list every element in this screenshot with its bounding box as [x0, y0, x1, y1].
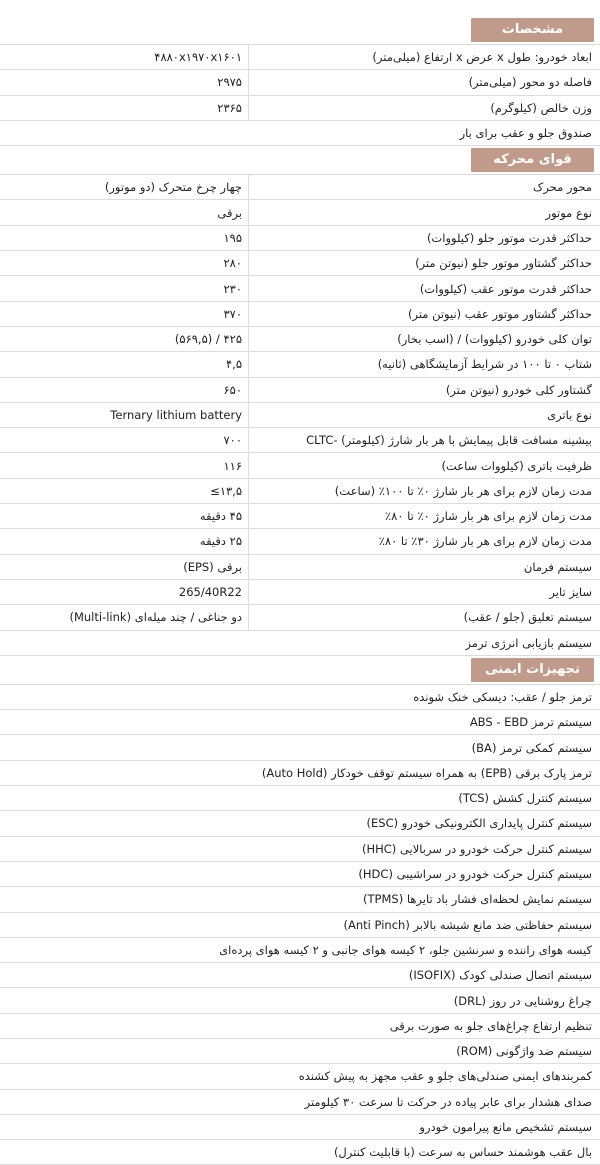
section-title: قوای محرکه — [471, 148, 594, 172]
spec-row — [0, 963, 600, 988]
spec-row — [0, 837, 600, 862]
spec-row — [0, 1039, 600, 1064]
spec-label: بیشینه مسافت قابل پیمایش با هر بار شارژ (کیلومتر) -CLTC — [248, 428, 600, 452]
section-header — [0, 146, 600, 175]
spec-label: وزن خالص (کیلوگرم) — [248, 96, 600, 120]
spec-label: سیستم کنترل حرکت خودرو در سربالایی (HHC) — [361, 841, 592, 856]
spec-row — [0, 327, 600, 352]
spec-label: مدت زمان لازم برای هر بار شارژ ۰٪ تا ۸۰٪ — [248, 504, 600, 528]
spec-label: سیستم ضد واژگونی (ROM) — [456, 1044, 592, 1059]
spec-row — [0, 200, 600, 225]
spec-row — [0, 479, 600, 504]
spec-label: صدای هشدار برای عابر پیاده در حرکت تا سرعت ۳۰ کیلومتر — [304, 1094, 592, 1109]
spec-row — [0, 685, 600, 710]
spec-row — [0, 251, 600, 276]
spec-row — [0, 555, 600, 580]
spec-row — [0, 1090, 600, 1115]
spec-row — [0, 453, 600, 478]
spec-label: تنظیم ارتفاع چراغ‌های جلو به صورت برقی — [389, 1018, 592, 1033]
spec-value: ۴۲۵ / (۵۶۹,۵) — [174, 332, 242, 347]
spec-label: حداکثر گشتاور موتور جلو (نیوتن متر) — [248, 251, 600, 275]
spec-row — [0, 121, 600, 146]
spec-label: فاصله دو محور (میلی‌متر) — [248, 70, 600, 94]
spec-label: سیستم کنترل کشش (TCS) — [458, 791, 592, 806]
spec-row — [0, 403, 600, 428]
spec-value: برقی — [217, 205, 242, 220]
spec-value: ۲۹۷۵ — [217, 75, 242, 90]
spec-label: ظرفیت باتری (کیلووات ساعت) — [248, 453, 600, 477]
spec-value: ۲۵ دقیقه — [199, 534, 242, 549]
spec-label: سیستم نمایش لحظه‌ای فشار باد تایرها (TPMS) — [363, 892, 592, 907]
spec-label: حداکثر قدرت موتور جلو (کیلووات) — [248, 226, 600, 250]
spec-row — [0, 580, 600, 605]
spec-value: ۳۷۰ — [223, 306, 242, 321]
spec-label: محور محرک — [248, 175, 600, 199]
spec-label: ترمز پارک برقی (EPB) به همراه سیستم توقف خودکار (Auto Hold) — [261, 765, 592, 780]
spec-row — [0, 1140, 600, 1165]
spec-label: مدت زمان لازم برای هر بار شارژ ۳۰٪ تا ۸۰٪ — [248, 529, 600, 553]
spec-row — [0, 504, 600, 529]
spec-value: برقی (EPS) — [183, 559, 242, 574]
spec-row — [0, 276, 600, 301]
spec-value: ۲۳۶۵ — [217, 100, 242, 115]
spec-label: حداکثر گشتاور موتور عقب (نیوتن متر) — [248, 302, 600, 326]
spec-row — [0, 175, 600, 200]
spec-value: ۱۹۵ — [223, 230, 242, 245]
spec-row — [0, 302, 600, 327]
section-title: تجهیزات ایمنی — [471, 658, 594, 682]
spec-row — [0, 605, 600, 630]
spec-row — [0, 988, 600, 1013]
spec-label: صندوق جلو و عقب برای بار — [459, 126, 592, 141]
spec-label: مدت زمان لازم برای هر بار شارژ ۰٪ تا ۱۰۰٪ (ساعت) — [248, 479, 600, 503]
spec-row — [0, 735, 600, 760]
spec-row — [0, 1115, 600, 1140]
spec-value: ۲۳۰ — [223, 281, 242, 296]
spec-value: ۴۵ دقیقه — [199, 509, 242, 524]
spec-row — [0, 352, 600, 377]
spec-label: حداکثر قدرت موتور عقب (کیلووات) — [248, 276, 600, 300]
spec-label: کیسه هوای راننده و سرنشین جلو، ۲ کیسه هوای جانبی و ۲ کیسه هوای پرده‌ای — [219, 942, 592, 957]
spec-row — [0, 70, 600, 95]
spec-label: سیستم کنترل پایداری الکترونیکی خودرو (ESC) — [366, 816, 592, 831]
spec-label: سیستم تشخیص مانع پیرامون خودرو — [419, 1120, 592, 1135]
spec-value: ۶۵۰ — [223, 382, 242, 397]
spec-value: Ternary lithium battery — [110, 408, 242, 422]
spec-row — [0, 811, 600, 836]
section-header — [0, 656, 600, 685]
spec-value: ۱۳,۵≥ — [210, 483, 242, 498]
spec-value: ۱۱۶ — [223, 458, 242, 473]
spec-label: نوع موتور — [248, 200, 600, 224]
spec-label: سیستم تعلیق (جلو / عقب) — [248, 605, 600, 629]
spec-row — [0, 529, 600, 554]
spec-label: گشتاور کلی خودرو (نیوتن متر) — [248, 378, 600, 402]
spec-row — [0, 1014, 600, 1039]
spec-value: دو جناغی / چند میله‌ای (Multi-link) — [69, 610, 242, 625]
spec-label: سیستم بازیابی انرژی ترمز — [465, 635, 592, 650]
section-header — [0, 16, 600, 45]
spec-row — [0, 761, 600, 786]
spec-label: سیستم حفاظتی ضد مانع شیشه بالابر (Anti Pinch) — [343, 917, 592, 932]
spec-row — [0, 226, 600, 251]
spec-row — [0, 862, 600, 887]
spec-row — [0, 887, 600, 912]
spec-value: ۴,۵ — [225, 357, 242, 372]
spec-value: ۷۰۰ — [223, 433, 242, 448]
spec-value: چهار چرخ متحرک (دو موتور) — [104, 180, 242, 195]
section-title: مشخصات — [471, 18, 594, 42]
spec-label: سیستم کمکی ترمز (BA) — [471, 740, 592, 755]
spec-value: ۲۸۰ — [223, 256, 242, 271]
spec-label: چراغ روشنایی در روز (DRL) — [453, 993, 592, 1008]
spec-row — [0, 938, 600, 963]
spec-label: سیستم فرمان — [248, 555, 600, 579]
spec-label: نوع باتری — [248, 403, 600, 427]
spec-row — [0, 96, 600, 121]
spec-label: ترمز جلو / عقب: دیسکی خنک شونده — [413, 689, 592, 704]
spec-label: سیستم کنترل حرکت خودرو در سراشیبی (HDC) — [358, 867, 592, 882]
spec-value: 265/40R22 — [178, 585, 242, 600]
spec-label: شتاب ۰ تا ۱۰۰ در شرایط آزمایشگاهی (ثانیه) — [248, 352, 600, 376]
spec-label: سایز تایر — [248, 580, 600, 604]
spec-row — [0, 378, 600, 403]
spec-row — [0, 428, 600, 453]
spec-row — [0, 913, 600, 938]
spec-label: سیستم ترمز ABS - EBD — [469, 715, 592, 730]
spec-row — [0, 1064, 600, 1089]
spec-label: ابعاد خودرو: طول x عرض x ارتفاع (میلی‌متر) — [248, 45, 600, 69]
spec-label: سیستم اتصال صندلی کودک (ISOFIX) — [408, 968, 592, 983]
spec-label: توان کلی خودرو (کیلووات) / (اسب بخار) — [248, 327, 600, 351]
spec-row — [0, 710, 600, 735]
spec-value: ۴۸۸۰x۱۹۷۰x۱۶۰۱ — [154, 50, 242, 65]
spec-row — [0, 786, 600, 811]
spec-label: کمربندهای ایمنی صندلی‌های جلو و عقب مجهز به پیش کشنده — [298, 1069, 592, 1084]
spec-row — [0, 631, 600, 656]
spec-row — [0, 45, 600, 70]
spec-label: بال عقب هوشمند حساس به سرعت (با قابلیت کنترل) — [333, 1145, 592, 1160]
